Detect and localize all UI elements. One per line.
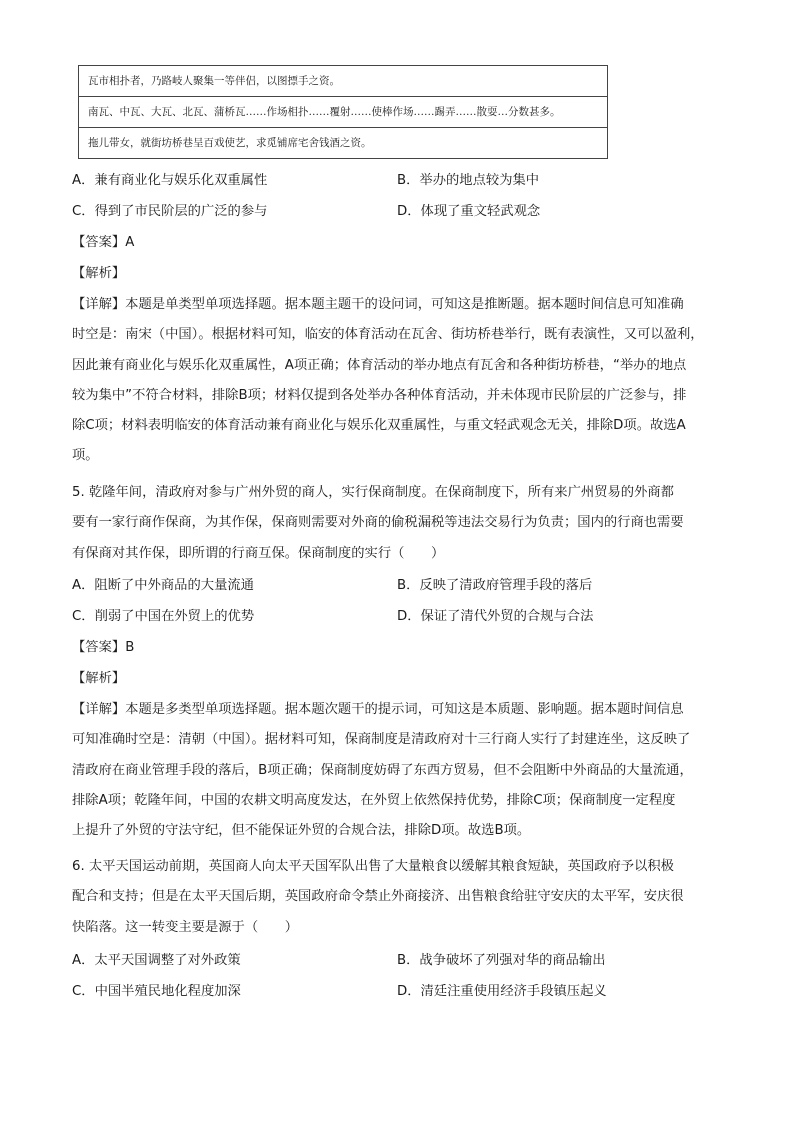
answer-value: B bbox=[125, 640, 135, 655]
detail-line: 清政府在商业管理手段的落后，B项正确；保商制度妨碍了东西方贸易，但不会阻断中外商品的大量流通， bbox=[72, 762, 693, 778]
answer-label: 【答案】 bbox=[72, 235, 126, 250]
q5-answer bbox=[72, 638, 134, 658]
q6-option-a: A．太平天国调整了对外政策 bbox=[72, 953, 241, 968]
detail-line: 【详解】本题是多类型单项选择题。据本题次题干的提示词，可知这是本质题、影响题。据本题时间信息 bbox=[72, 702, 684, 717]
q5-option-a: A．阻断了中外商品的大量流通 bbox=[72, 578, 254, 593]
detail-line: 可知准确时空是：清朝（中国）。据材料可知，保商制度是清政府对十三行商人实行了封建连坐，这反映了 bbox=[72, 732, 691, 748]
q5-option-c: C．削弱了中国在外贸上的优势 bbox=[72, 609, 255, 624]
material-table bbox=[78, 65, 608, 159]
q5-option-b: B．反映了清政府管理手段的落后 bbox=[397, 578, 593, 593]
q6-option-c: C．中国半殖民地化程度加深 bbox=[72, 984, 241, 999]
stem-line: 有保商对其作保，即所谓的行商互保。保商制度的实行（ ） bbox=[72, 545, 445, 561]
detail-line: 因此兼有商业化与娱乐化双重属性，A项正确；体育活动的举办地点有瓦舍和各种街坊桥巷，“举办的地点 bbox=[72, 357, 687, 373]
q4-option-d: D．体现了重文轻武观念 bbox=[397, 204, 541, 219]
q5-stem bbox=[72, 483, 736, 574]
detail-line: 项。 bbox=[72, 448, 99, 464]
q4-detail bbox=[72, 295, 736, 477]
q6-option-d: D．清廷注重使用经济手段镇压起义 bbox=[397, 984, 607, 999]
answer-label: 【答案】 bbox=[72, 640, 126, 655]
answer-value: A bbox=[125, 235, 135, 250]
material-row: 瓦市相扑者，乃路岐人聚集一等伴侣，以图摽手之资。 bbox=[88, 75, 340, 87]
detail-line: 除C项；材料表明临安的体育活动兼有商业化与娱乐化双重属性，与重文轻武观念无关，排除D项。故选A bbox=[72, 418, 686, 434]
q5-option-d: D．保证了清代外贸的合规与合法 bbox=[397, 609, 594, 624]
q4-option-a: A．兼有商业化与娱乐化双重属性 bbox=[72, 173, 268, 188]
q4-answer bbox=[72, 233, 134, 253]
q6-stem bbox=[72, 857, 736, 948]
material-row: 拖儿带女，就街坊桥巷呈百戏使艺，求觅铺席宅舍钱酒之资。 bbox=[79, 127, 607, 158]
q5-analysis-label: 【解析】 bbox=[72, 671, 126, 686]
stem-line: 配合和支持；但是在太平天国后期，英国政府命令禁止外商接济、出售粮食给驻守安庆的太平军，安庆很 bbox=[72, 889, 684, 905]
detail-line: 较为集中”不符合材料，排除B项；材料仅提到各处举办各种体育活动，并未体现市民阶层的广泛参与，排 bbox=[72, 387, 687, 403]
stem-line: 5. 乾隆年间，清政府对参与广州外贸的商人，实行保商制度。在保商制度下，所有来广州贸易的外商都 bbox=[72, 485, 674, 500]
stem-line: 快陷落。这一转变主要是源于（ ） bbox=[72, 919, 299, 935]
q4-option-b: B．举办的地点较为集中 bbox=[397, 173, 540, 188]
detail-line: 【详解】本题是单类型单项选择题。据本题主题干的设问词，可知这是推断题。据本题时间信息可知准确 bbox=[72, 297, 684, 312]
stem-line: 6. 太平天国运动前期，英国商人向太平天国军队出售了大量粮食以缓解其粮食短缺，英国政府予以积极 bbox=[72, 859, 674, 874]
q6-option-b: B．战争破坏了列强对华的商品输出 bbox=[397, 953, 606, 968]
detail-line: 排除A项；乾隆年间，中国的农耕文明高度发达，在外贸上依然保持优势，排除C项；保商制度一定程度 bbox=[72, 792, 676, 808]
detail-line: 上提升了外贸的守法守纪，但不能保证外贸的合规合法，排除D项。故选B项。 bbox=[72, 823, 531, 839]
q5-detail bbox=[72, 700, 736, 851]
detail-line: 时空是：南宋（中国）。根据材料可知，临安的体育活动在瓦舍、街坊桥巷举行，既有表演性，又可以盈利， bbox=[72, 327, 704, 343]
stem-line: 要有一家行商作保商，为其作保，保商则需要对外商的偷税漏税等违法交易行为负责；国内的行商也需要 bbox=[72, 515, 684, 531]
q4-analysis-label: 【解析】 bbox=[72, 266, 126, 281]
material-row: 南瓦、中瓦、大瓦、北瓦、蒲桥瓦……作场相扑……覆射……使棒作场……踢弄……散耍…分数甚多。 bbox=[79, 96, 607, 127]
q4-option-c: C．得到了市民阶层的广泛的参与 bbox=[72, 204, 268, 219]
